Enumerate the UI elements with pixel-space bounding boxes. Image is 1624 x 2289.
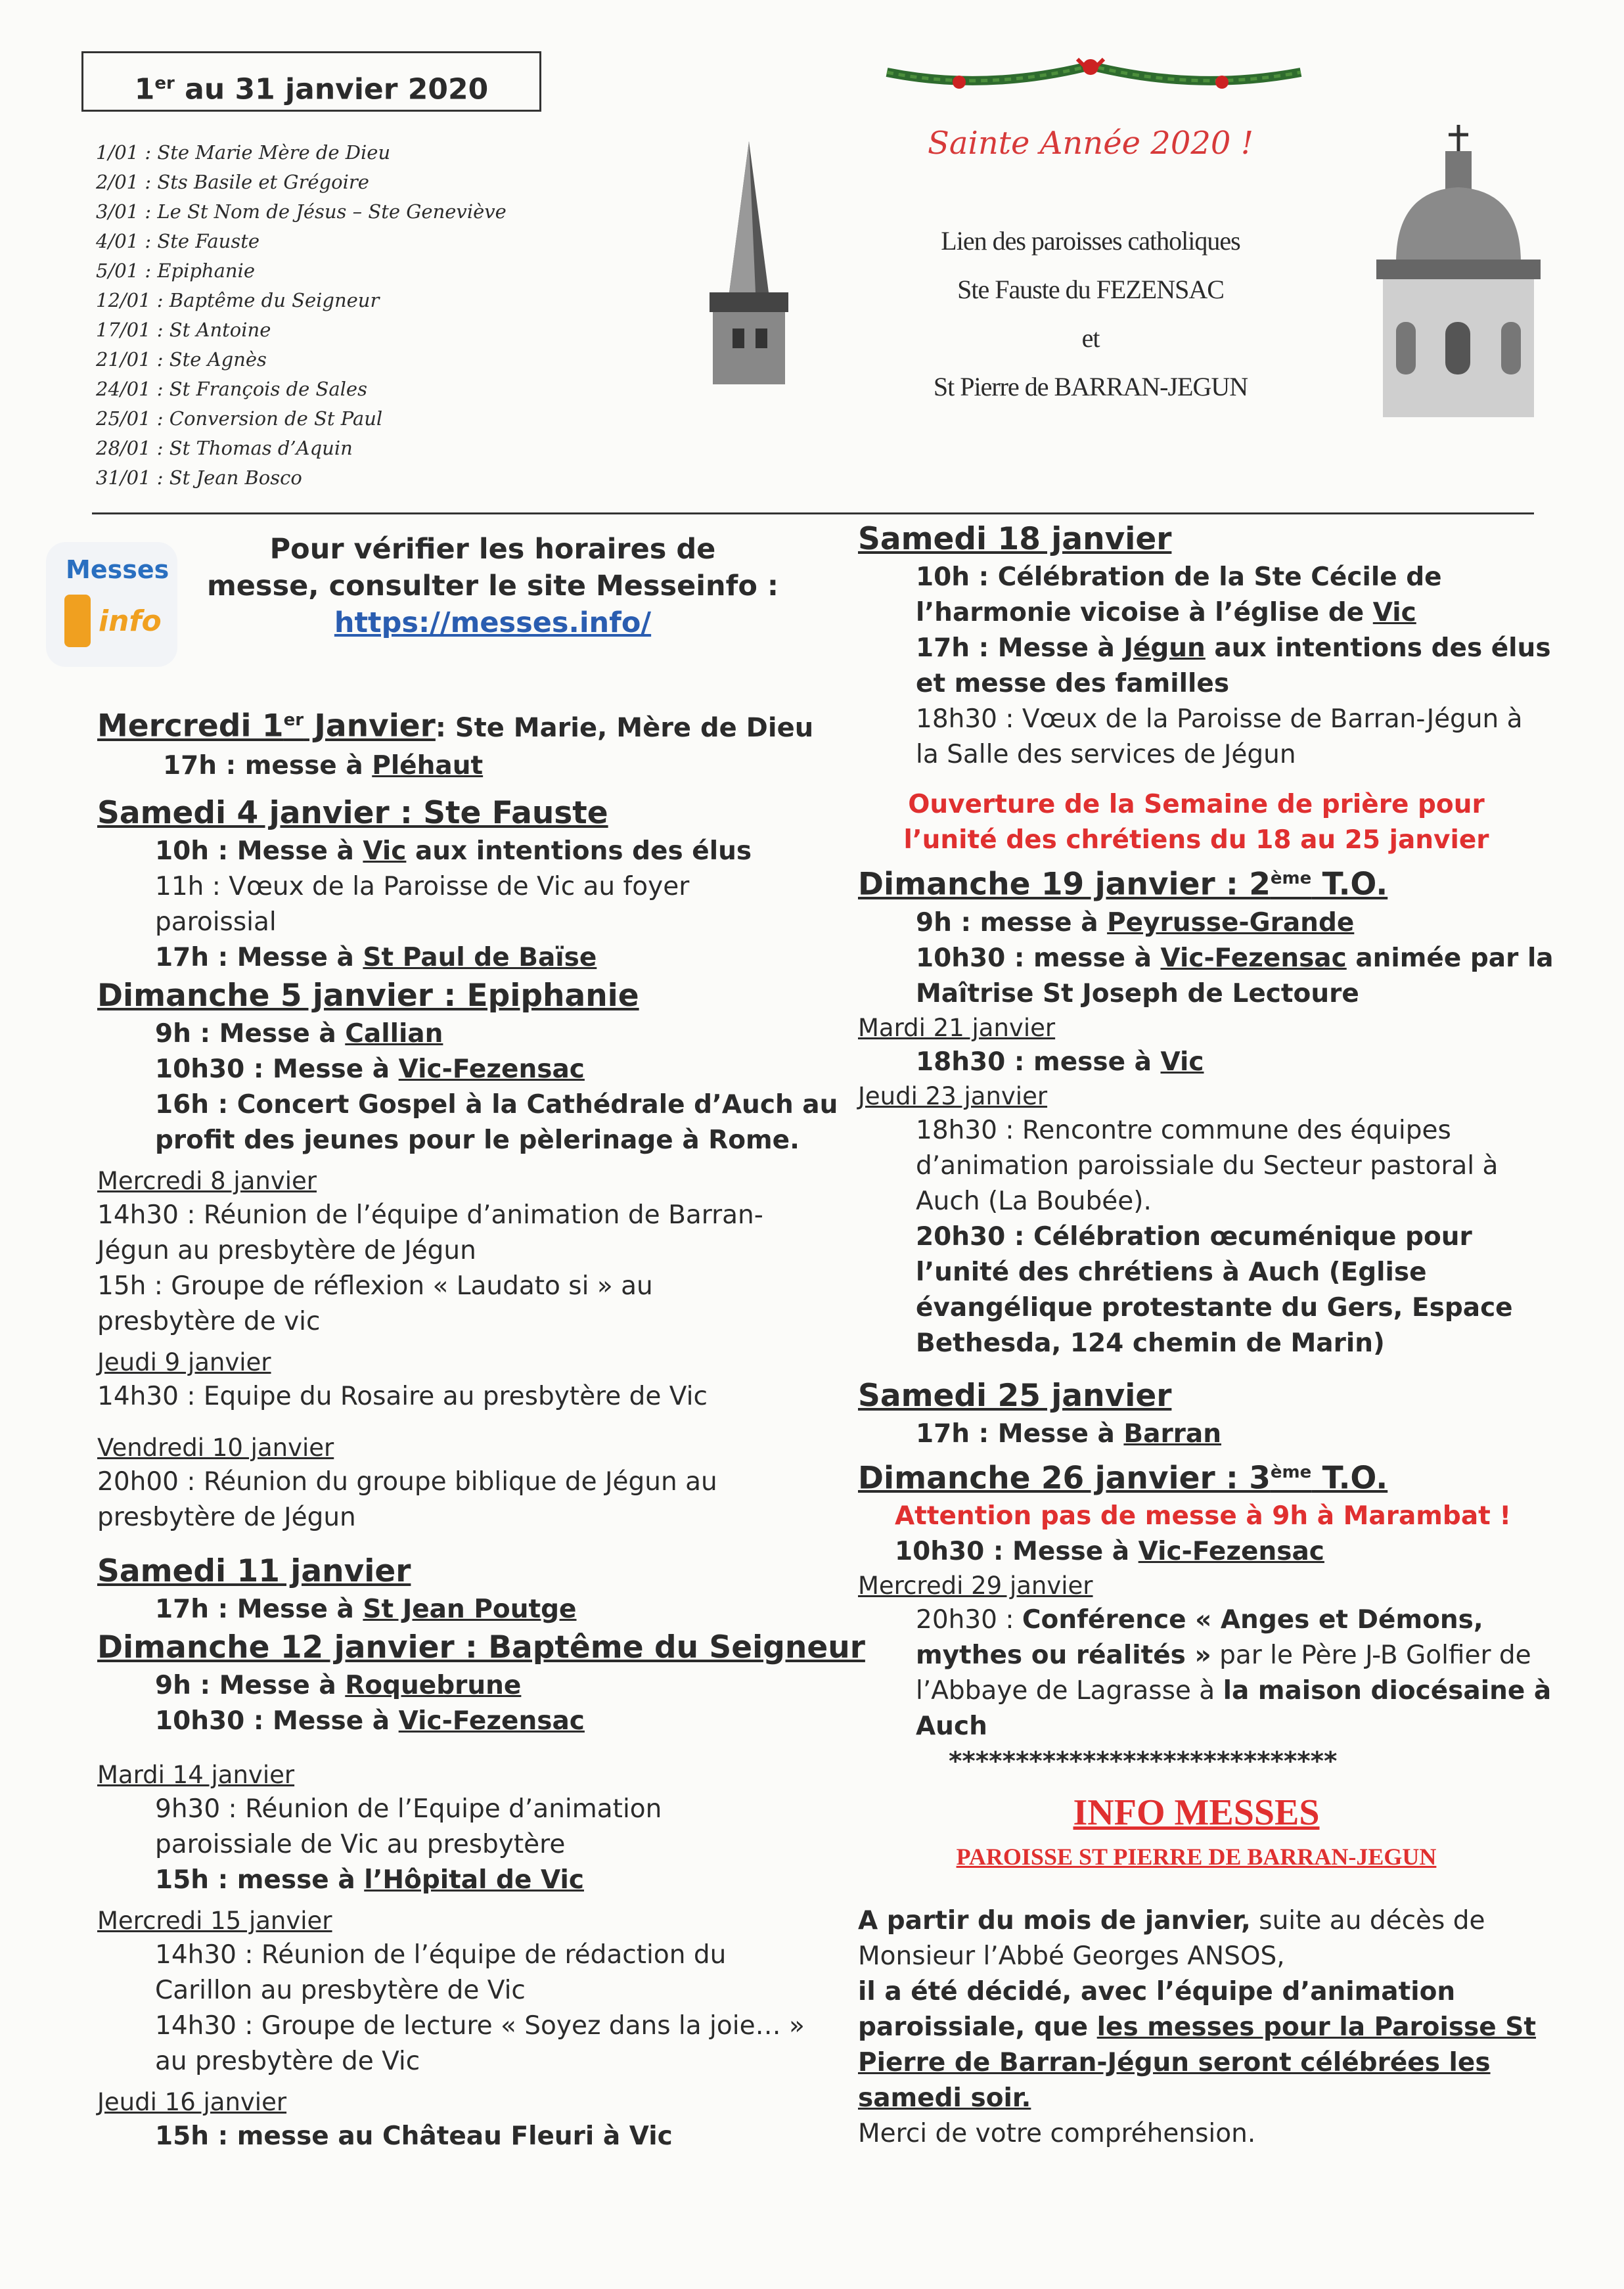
event-line: 20h00 : Réunion du groupe biblique de Jégun au [97,1466,717,1497]
event-line: la Salle des services de Jégun [916,740,1296,769]
event-line: 10h30 : Messe à Vic-Fezensac [895,1537,1324,1567]
saint-day-item: 31/01 : St Jean Bosco [96,466,302,489]
saint-day-item: 5/01 : Epiphanie [96,260,255,282]
date-label: Mercredi 8 janvier [97,1166,317,1195]
parish-subtitle: Lien des paroisses catholiques Ste Fauste du FEZENSAC et St Pierre de BARRAN-JEGUN [933,226,1248,401]
saint-day-item: 3/01 : Le St Nom de Jésus – Ste Geneviève [96,200,507,223]
messes-info-logo[interactable] [46,542,177,667]
event-line: 15h : messe à l’Hôpital de Vic [155,1865,584,1895]
date-label: Mardi 21 janvier [858,1013,1056,1042]
saint-day-item: 21/01 : Ste Agnès [96,348,267,371]
event-line: presbytère de Jégun [97,1502,356,1532]
event-line: 18h30 : Rencontre commune des équipes [916,1115,1451,1145]
date-label: Vendredi 10 janvier [97,1433,334,1462]
date-label: Jeudi 9 janvier [97,1348,271,1376]
saint-day-item: 12/01 : Baptême du Seigneur [96,289,380,311]
event-line: Carillon au presbytère de Vic [155,1975,526,2005]
event-line: 14h30 : Réunion de l’équipe de rédaction du [155,1939,727,1970]
event-line: mythes ou réalités » par le Père J-B Golfier de [916,1641,1531,1671]
date-label: Mardi 14 janvier [97,1760,295,1789]
event-line: profit des jeunes pour le pèlerinage à Rome. [155,1125,800,1155]
event-line: 14h30 : Réunion de l’équipe d’animation de Barran- [97,1200,763,1230]
event-line: l’unité des chrétiens à Auch (Eglise [916,1257,1427,1287]
right-column [858,519,1554,2152]
event-line: 16h : Concert Gospel à la Cathédrale d’Auch au [155,1089,838,1120]
event-line: Auch [916,1711,987,1742]
event-line: et messe des familles [916,669,1230,698]
stars-separator: ***************************** [949,1747,1338,1777]
day-heading: Samedi 18 janvier [858,521,1172,557]
event-line: 10h30 : Messe à Vic-Fezensac [155,1054,585,1084]
event-line: l’unité des chrétiens du 18 au 25 janvier [903,825,1489,855]
info-subtitle: PAROISSE ST PIERRE DE BARRAN-JEGUN [956,1844,1437,1870]
event-line: Ouverture de la Semaine de prière pour [908,790,1485,819]
steeple-image [696,141,801,391]
event-line: 10h : Messe à Vic aux intentions des élus [155,836,752,866]
date-range-box: 1er au 31 janvier 2020 [81,51,541,112]
day-heading: Samedi 11 janvier [97,1552,411,1589]
event-line: 10h30 : messe à Vic-Fezensac animée par la [916,943,1554,973]
logo-text-messes: Messes [66,555,169,584]
event-line: 17h : messe à Pléhaut [163,750,484,781]
logo-text-info: info [99,604,162,638]
saints-calendar [96,138,507,493]
event-line: 17h : Messe à St Paul de Baïse [155,942,597,972]
date-label: Mercredi 15 janvier [97,1906,332,1935]
day-heading: Dimanche 5 janvier : Epiphanie [97,977,639,1014]
event-line: évangélique protestante du Gers, Espace [916,1292,1513,1323]
event-line: 11h : Vœux de la Paroisse de Vic au foyer [155,871,690,901]
church-dome-image [1370,125,1547,420]
event-line: Attention pas de messe à 9h à Marambat ! [895,1501,1512,1531]
day-heading: Dimanche 12 janvier : Baptême du Seigneur [97,1629,865,1666]
date-label: Mercredi 29 janvier [858,1572,1093,1600]
info-title: INFO MESSES [1073,1792,1320,1834]
info-paragraph: A partir du mois de janvier, suite au décès de Monsieur l’Abbé Georges ANSOS, il a été décidé, avec l’équipe d’animation paroissiale, que les messes pour la Paroisse St Pierre de Barran-Jégun seront célébrées les samedi soir. Merci de votre compréhension. [858,1906,1537,2149]
event-line: paroissial [155,907,277,937]
saint-day-item: 4/01 : Ste Fauste [96,230,260,252]
messes-info-link[interactable]: https://messes.info/ [334,606,652,639]
event-line: 17h : Messe à Barran [916,1418,1221,1449]
event-line: 10h : Célébration de la Ste Cécile de [916,562,1442,592]
event-line: 18h30 : Vœux de la Paroisse de Barran-Jégun à [916,704,1523,734]
saint-day-item: 24/01 : St François de Sales [96,378,367,400]
garland-decoration [880,46,1307,105]
saint-day-item: 2/01 : Sts Basile et Grégoire [96,171,369,193]
divider [92,512,1534,514]
saint-day-item: 1/01 : Ste Marie Mère de Dieu [96,141,391,164]
event-line: 17h : Messe à St Jean Poutge [155,1594,577,1624]
cross-icon [64,595,91,647]
event-line: l’harmonie vicoise à l’église de Vic [916,598,1416,627]
day-heading: Samedi 4 janvier : Ste Fauste [97,794,608,831]
day-heading: Dimanche 19 janvier : 2ème T.O. [858,866,1388,903]
event-line: Bethesda, 124 chemin de Marin) [916,1328,1385,1358]
event-line: au presbytère de Vic [155,2046,420,2076]
saint-day-item: 28/01 : St Thomas d’Aquin [96,437,353,459]
saint-day-item: 17/01 : St Antoine [96,319,271,341]
event-line: 9h30 : Réunion de l’Equipe d’animation [155,1794,662,1824]
event-line: 10h30 : Messe à Vic-Fezensac [155,1706,585,1736]
date-label: Jeudi 16 janvier [97,2087,287,2116]
event-line: 14h30 : Groupe de lecture « Soyez dans la joie… » [155,2010,805,2041]
event-line: Auch (La Boubée). [916,1186,1152,1216]
event-line: 20h30 : Conférence « Anges et Démons, [916,1605,1483,1635]
day-heading: Dimanche 26 janvier : 3ème T.O. [858,1460,1388,1497]
event-heading: Mercredi 1er Janvier: Ste Marie, Mère de Dieu [97,708,814,744]
event-line: 15h : Groupe de réflexion « Laudato si » au [97,1271,653,1301]
event-line: 9h : Messe à Callian [155,1018,443,1049]
event-line: 18h30 : messe à Vic [916,1047,1204,1077]
event-line: 9h : messe à Peyrusse-Grande [916,907,1355,938]
event-line: Maîtrise St Joseph de Lectoure [916,978,1359,1009]
event-line: paroissiale de Vic au presbytère [155,1829,566,1859]
event-line: 20h30 : Célébration œcuménique pour [916,1221,1472,1252]
event-line: presbytère de vic [97,1306,321,1336]
event-line: 15h : messe au Château Fleuri à Vic [155,2121,673,2151]
event-line: 17h : Messe à Jégun aux intentions des élus [916,633,1551,663]
event-line: l’Abbaye de Lagrasse à la maison diocésaine à [916,1676,1552,1706]
day-heading: Samedi 25 janvier [858,1377,1172,1414]
saint-day-item: 25/01 : Conversion de St Paul [96,407,383,430]
left-column [97,700,865,2154]
event-line: 14h30 : Equipe du Rosaire au presbytère de Vic [97,1381,708,1411]
event-line: Jégun au presbytère de Jégun [97,1235,476,1265]
event-line: 9h : Messe à Roquebrune [155,1670,522,1700]
page-title: Sainte Année 2020 ! [928,125,1253,162]
intro-text: Pour vérifier les horaires de messe, consulter le site Messeinfo : https://messes.info/ [197,531,788,641]
date-label: Jeudi 23 janvier [858,1081,1048,1110]
event-line: d’animation paroissiale du Secteur pastoral à [916,1150,1499,1181]
